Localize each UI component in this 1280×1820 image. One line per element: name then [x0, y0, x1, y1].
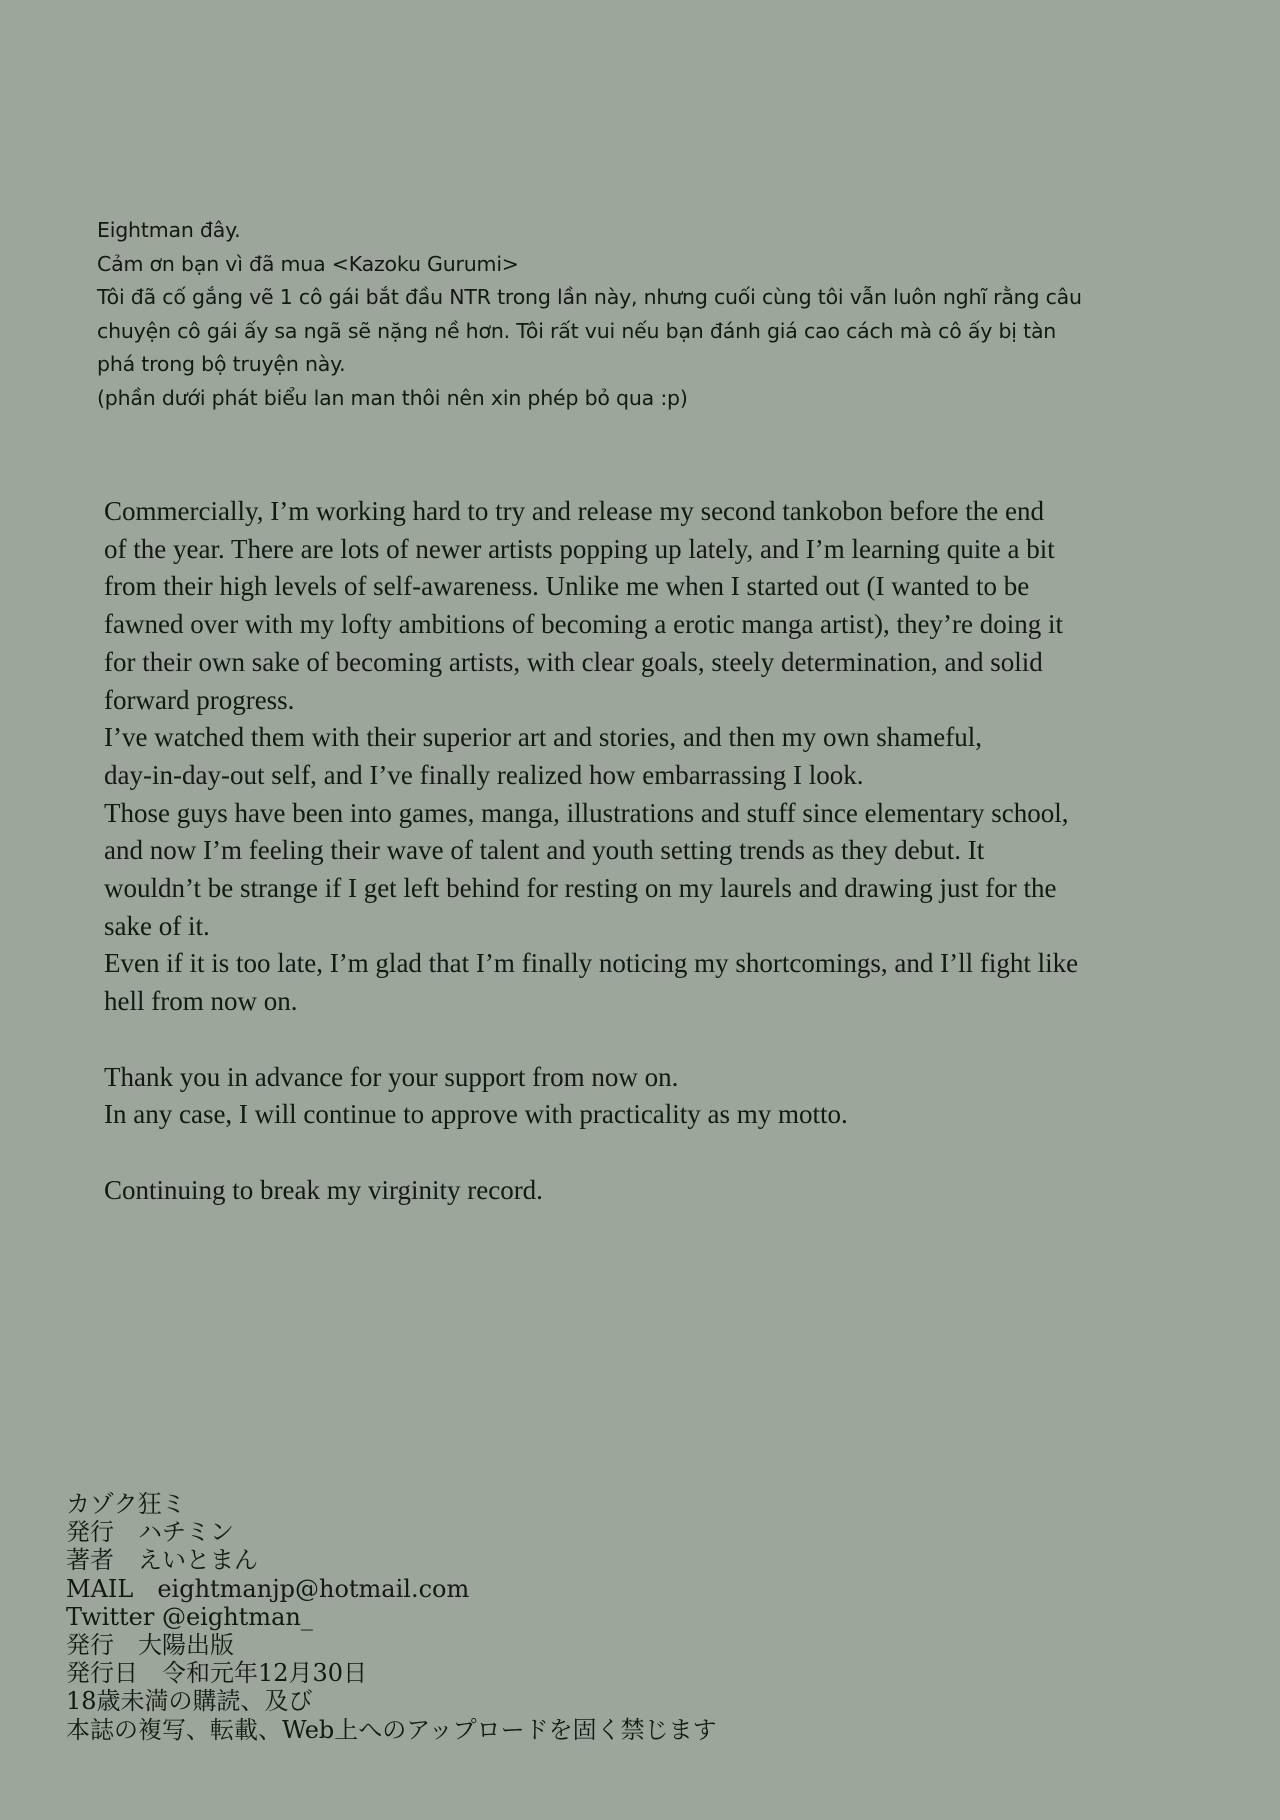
afterword-line: Even if it is too late, I’m glad that I’m finally noticing my shortcomings, and I’ll fight like	[104, 948, 1079, 979]
colophon-notice: 本誌の複写、転載、Web上へのアップロードを固く禁じます	[66, 1715, 717, 1744]
afterword-line: hell from now on.	[104, 986, 298, 1017]
note-line: phá trong bộ truyện này.	[97, 352, 346, 376]
colophon-twitter: Twitter @eightman_	[66, 1602, 313, 1631]
colophon-author: 著者 えいとまん	[66, 1546, 258, 1575]
afterword-line: I’ve watched them with their superior art and stories, and then my own shameful,	[104, 722, 983, 753]
vietnamese-translator-note	[97, 214, 1177, 415]
afterword-line: sake of it.	[104, 910, 210, 941]
afterword-text	[104, 493, 1244, 1209]
note-line: Tôi đã cố gắng vẽ 1 cô gái bắt đầu NTR trong lần này, nhưng cuối cùng tôi vẫn luôn nghĩ rằng câu	[97, 285, 1082, 309]
afterword-line: Commercially, I’m working hard to try and release my second tankobon before the end	[104, 496, 1044, 526]
afterword-line: of the year. There are lots of newer artists popping up lately, and I’m learning quite a bit	[104, 533, 1055, 564]
paragraph-gap	[104, 1134, 1244, 1172]
afterword-line: fawned over with my lofty ambitions of becoming a erotic manga artist), they’re doing it	[104, 609, 1063, 640]
colophon-date: 発行日 令和元年12月30日	[66, 1659, 368, 1688]
colophon-title: カゾク狂ミ	[66, 1490, 186, 1518]
colophon-publisher: 発行 ハチミン	[66, 1518, 234, 1547]
note-line: Cảm ơn bạn vì đã mua <Kazoku Gurumi>	[97, 251, 519, 276]
colophon-notice: 18歳未満の購読、及び	[66, 1687, 313, 1716]
afterword-line: and now I’m feeling their wave of talent and youth setting trends as they debut. It	[104, 835, 985, 866]
colophon-printer: 発行 大陽出版	[66, 1631, 234, 1660]
afterword-line: day-in-day-out self, and I’ve finally realized how embarrassing I look.	[104, 759, 864, 790]
afterword-line: Thank you in advance for your support from now on.	[104, 1061, 679, 1092]
afterword-line: forward progress.	[104, 684, 295, 715]
afterword-line: from their high levels of self-awareness. Unlike me when I started out (I wanted to be	[104, 571, 1030, 602]
colophon	[66, 1490, 966, 1744]
afterword-line: Continuing to break my virginity record.	[104, 1174, 543, 1205]
afterword-line: Those guys have been into games, manga, illustrations and stuff since elementary school,	[104, 797, 1069, 828]
afterword-line: wouldn’t be strange if I get left behind for resting on my laurels and drawing just for the	[104, 873, 1057, 904]
note-line: Eightman đây.	[97, 218, 241, 242]
afterword-line: In any case, I will continue to approve with practicality as my motto.	[104, 1099, 848, 1130]
colophon-mail: MAIL eightmanjp@hotmail.com	[66, 1574, 470, 1603]
paragraph-gap	[104, 1021, 1244, 1059]
note-line: chuyện cô gái ấy sa ngã sẽ nặng nề hơn. Tôi rất vui nếu bạn đánh giá cao cách mà cô ấy bị tàn	[97, 318, 1057, 343]
note-line: (phần dưới phát biểu lan man thôi nên xin phép bỏ qua :p)	[97, 385, 688, 410]
afterword-line: for their own sake of becoming artists, with clear goals, steely determination, and solid	[104, 646, 1043, 677]
